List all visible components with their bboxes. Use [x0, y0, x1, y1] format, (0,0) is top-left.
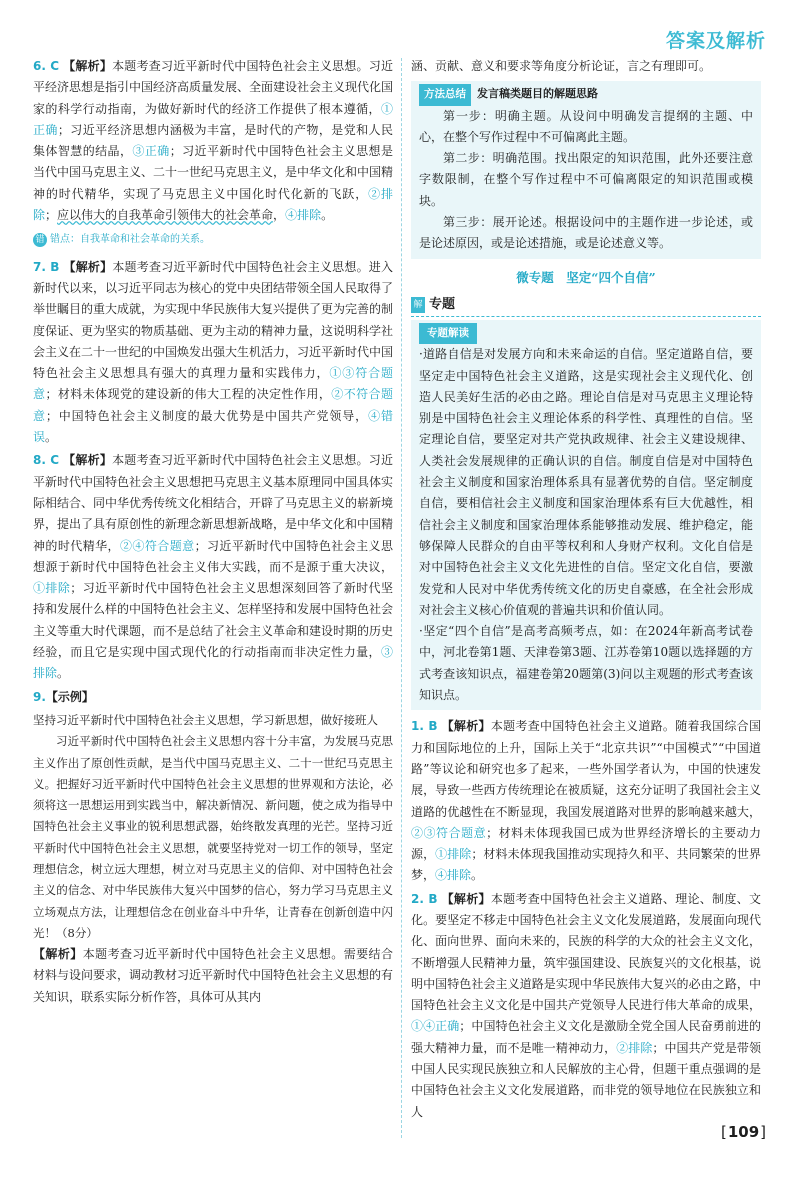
analysis-text: 本题考查习近平新时代中国特色社会主义思想。习近平新时代中国特色社会主义思想把马克思主义基本原理同中国具体实际相结合、同中华优秀传统文化相结合，开辟了马克思主义的崭新境界，提出了具有原创性的新理念新思想新战略，是中华文化和中国精神的时代精华， — [33, 453, 394, 553]
answer-number: 2. B — [411, 891, 438, 906]
example-essay-title: 坚持习近平新时代中国特色社会主义思想，学习新思想，做好接班人 — [33, 712, 378, 727]
topic-icon: 解 — [411, 297, 425, 313]
answer-1 — [411, 716, 761, 886]
answer-number: 1. B — [411, 719, 438, 734]
analysis-text: ；中国共产党是带领中国人民实现民族独立和人民解放的主心骨，但题干重点强调的是中国特色社会主义文化发展道路，而非党的领导地位在民族独立和人 — [411, 1040, 761, 1119]
option-verdict: ①③符合题意 — [33, 366, 393, 402]
option-verdict: ②排除 — [33, 186, 393, 223]
analysis-text: 。 — [321, 208, 334, 223]
topic-header — [411, 294, 761, 317]
analysis-tag: 【解析】 — [63, 59, 113, 73]
analysis-text: 本题考查习近平新时代中国特色社会主义思想。需要结合材料与设问要求，调动教材习近平新时代中国特色社会主义思想的有关知识，联系实际分析作答，具体可从其内 — [33, 947, 394, 1004]
analysis-tag: 【解析】 — [441, 891, 491, 906]
continued-analysis: 涵、贡献、意义和要求等角度分析论证，言之有理即可。 — [411, 59, 712, 73]
analysis-text: 。 — [471, 868, 484, 883]
analysis-text: ； — [45, 208, 58, 223]
example-tag: 【示例】 — [45, 689, 94, 704]
right-column — [411, 56, 761, 1125]
answer-number: 7. B — [33, 259, 60, 274]
answer-6 — [33, 56, 393, 226]
method-summary-header — [419, 83, 753, 105]
method-title: 发言稿类题目的解题思路 — [477, 87, 598, 101]
option-verdict: ②不符合题意 — [33, 387, 393, 423]
analysis-text: ；习近平经济思想内涵极为丰富，是时代的产物，是党和人民集体智慧的结晶， — [33, 122, 393, 159]
answer-number: 6. C — [33, 59, 60, 73]
analysis-text: 。 — [57, 666, 70, 681]
analysis-text: ；习近平新时代中国特色社会主义思想源于新时代中国特色社会主义伟大实践，而不是源于重大决议， — [33, 538, 393, 574]
topic-label: 专题 — [429, 297, 456, 313]
answer-number: 9. — [33, 689, 46, 704]
analysis-text: ；材料未体现我国已成为世界经济增长的主要动力源， — [411, 825, 761, 862]
topic-interpretation-box — [411, 320, 761, 710]
analysis-text: ；中国特色社会主义制度的最大优势是中国共产党领导， — [45, 408, 369, 423]
answer-2 — [411, 889, 761, 1123]
analysis-text: ；材料未体现我国推动实现持久和平、共同繁荣的世界梦， — [411, 847, 761, 883]
option-verdict: ④排除 — [285, 208, 322, 223]
option-verdict: ③排除 — [33, 645, 393, 681]
error-icon: 错 — [33, 233, 47, 247]
note-text: 错点：自我革命和社会革命的关系。 — [50, 234, 210, 246]
analysis-tag: 【解析】 — [441, 719, 491, 734]
answer-9-analysis — [33, 944, 393, 1008]
answer-7 — [33, 257, 393, 449]
analysis-text: ；习近平新时代中国特色社会主义思想深刻回答了新时代坚持和发展什么样的中国特色社会主义、怎样坚持和发展中国特色社会主义等重大时代课题，而不是总结了社会主义革命和建设时期的历史经验，而且它是实现中国式现代化的行动指南而非决定性力量， — [33, 581, 394, 660]
option-verdict: ①排除 — [33, 581, 71, 596]
method-step: 第一步：明确主题。从设问中明确发言提纲的主题、中心，在整个写作过程中不可偏离此主题。 — [419, 108, 753, 144]
interpretation-badge: 专题解读 — [419, 323, 477, 344]
method-summary-box — [411, 81, 761, 258]
option-verdict: ①正确 — [33, 101, 393, 137]
method-step: 第三步：展开论述。根据设问中的主题作进一步论述，或是论述原因，或是论述措施，或是论述意义等。 — [419, 215, 753, 251]
section-title: 答案及解析 — [665, 30, 766, 52]
option-verdict: ②排除 — [616, 1040, 653, 1055]
option-verdict: ②④符合题意 — [120, 538, 195, 553]
method-badge: 方法总结 — [419, 84, 471, 105]
error-point-note — [33, 229, 393, 250]
analysis-tag: 【解析】 — [63, 259, 113, 274]
option-verdict: ①排除 — [435, 847, 472, 862]
column-divider — [401, 58, 402, 1138]
interpretation-paragraph: ·道路自信是对发展方向和未来命运的自信。坚定道路自信，要坚定走中国特色社会主义道路，这是实现社会主义现代化、创造人民美好生活的必由之路。理论自信是对马克思主义理论特别是中国特色社会主义理论体系的科学性、真理性的自信。坚定理论自信，要坚定对共产党执政规律、社会主义建设规律、人类社会发展规律的正确认识的自信。制度自信是对中国特色社会主义制度和国家治理体系具有显著优势的自信。坚定制度自信，要相信社会主义制度和国家治理体系有巨大优越性，相信社会主义制度和国家治理体系能够推动发展、维护稳定，能够保障人民群众的自由平等权利和人身财产权利。文化自信是对中国特色社会主义文化先进性的自信。坚定文化自信，要激发党和人民对中华优秀传统文化的历史自豪感，在全社会形成对社会主义核心价值观的普遍共识和价值认同。 — [419, 347, 753, 617]
option-verdict: ④排除 — [435, 868, 472, 883]
answer-9 — [33, 687, 393, 708]
example-essay-body: 习近平新时代中国特色社会主义思想内容十分丰富，为发展马克思主义作出了原创性贡献，是当代中国马克思主义、二十一世纪马克思主义。把握好习近平新时代中国特色社会主义思想的世界观和方法论，必须将这一思想运用到实践当中，解决新情况、新问题，使之成为指导中国特色社会主义事业的锐利思想武器，始终散发真理的光芒。坚持习近平新时代中国特色社会主义思想，就要坚持党对一切工作的领导，坚定理想信念，树立远大理想，树立对马克思主义的信仰、对中国特色社会主义的信念、对中华民族伟大复兴中国梦的信心，努力学习马克思主义立场观点方法，让理想信念在创业奋斗中升华，让青春在创新创造中闪光！（8分） — [33, 734, 393, 940]
analysis-text: 。 — [45, 430, 58, 445]
option-verdict: ③正确 — [132, 144, 170, 159]
analysis-tag: 【解析】 — [33, 947, 83, 962]
micro-topic-title: 微专题 坚定“四个自信” — [516, 269, 656, 285]
page-number: [ 109 ] — [721, 1123, 766, 1141]
option-verdict: ②③符合题意 — [411, 825, 487, 840]
analysis-text: ；中国特色社会主义文化是激励全党全国人民奋勇前进的强大精神力量，而不是唯一精神动力， — [411, 1019, 761, 1055]
analysis-text: 本题考查中国特色社会主义道路、理论、制度、文化。要坚定不移走中国特色社会主义文化发展道路，发展面向现代化、面向世界、面向未来的，民族的科学的大众的社会主义文化，不断增强人民精神力量，筑牢强国建设、民族复兴的文化根基，说明中国特色社会主义道路是实现中华民族伟大复兴的必由之路，中国特色社会主义文化是中国共产党领导人民进行伟大革命的成果， — [411, 891, 761, 1013]
analysis-text: ；材料未体现党的建设新的伟大工程的决定性作用， — [45, 387, 332, 402]
analysis-tag: 【解析】 — [63, 453, 113, 468]
left-column — [33, 56, 393, 1008]
option-verdict: ④错误 — [33, 408, 393, 445]
answer-8 — [33, 450, 393, 684]
interpretation-paragraph: ·坚定“四个自信”是高考高频考点，如：在2024年新高考试卷中，河北卷第1题、天津卷第3题、江苏卷第10题以选择题的方式考查该知识点，福建卷第20题第(3)问以主观题的形式考查该知识点。 — [419, 624, 753, 703]
wavy-emphasis: 应以伟大的自我革命引领伟大的社会革命 — [57, 208, 274, 223]
option-verdict: ①④正确 — [411, 1019, 460, 1034]
analysis-text: ；习近平新时代中国特色社会主义思想是当代中国马克思主义、二十一世纪马克思主义，是中华文化和中国精神的时代精华，实现了马克思主义中国化时代化新的飞跃， — [33, 144, 394, 201]
analysis-text: 本题考查习近平新时代中国特色社会主义思想。习近平经济思想是指引中国经济高质量发展、全面建设社会主义现代化国家的科学行动指南，为做好新时代的经济工作提供了根本遵循， — [33, 59, 394, 116]
method-step: 第二步：明确范围。找出限定的知识范围，此外还要注意字数限制，在整个写作过程中不可偏离限定的知识范围或模块。 — [419, 151, 753, 208]
analysis-text: 本题考查习近平新时代中国特色社会主义思想。进入新时代以来，以习近平同志为核心的党中央团结带领全国人民取得了举世瞩目的重大成就，为实现中华民族伟大复兴提供了更为完善的制度保证、更为坚实的物质基础、更为主动的精神力量，这说明科学社会主义在二十一世纪的中国焕发出强大生机活力，习近平新时代中国特色社会主义思想具有强大的真理力量和实践伟力， — [33, 259, 394, 381]
analysis-text: ， — [273, 208, 286, 223]
answer-number: 8. C — [33, 453, 60, 468]
analysis-text: 本题考查中国特色社会主义道路。随着我国综合国力和国际地位的上升，国际上关于“北京共识”“中国模式”“中国道路”等议论和研究也多了起来，一些外国学者认为，中国的快速发展，导致一些西方传统理论在被质疑，这充分证明了我国社会主义道路的优越性在不断显现，我国发展道路对世界的影响越来越大， — [411, 719, 761, 819]
